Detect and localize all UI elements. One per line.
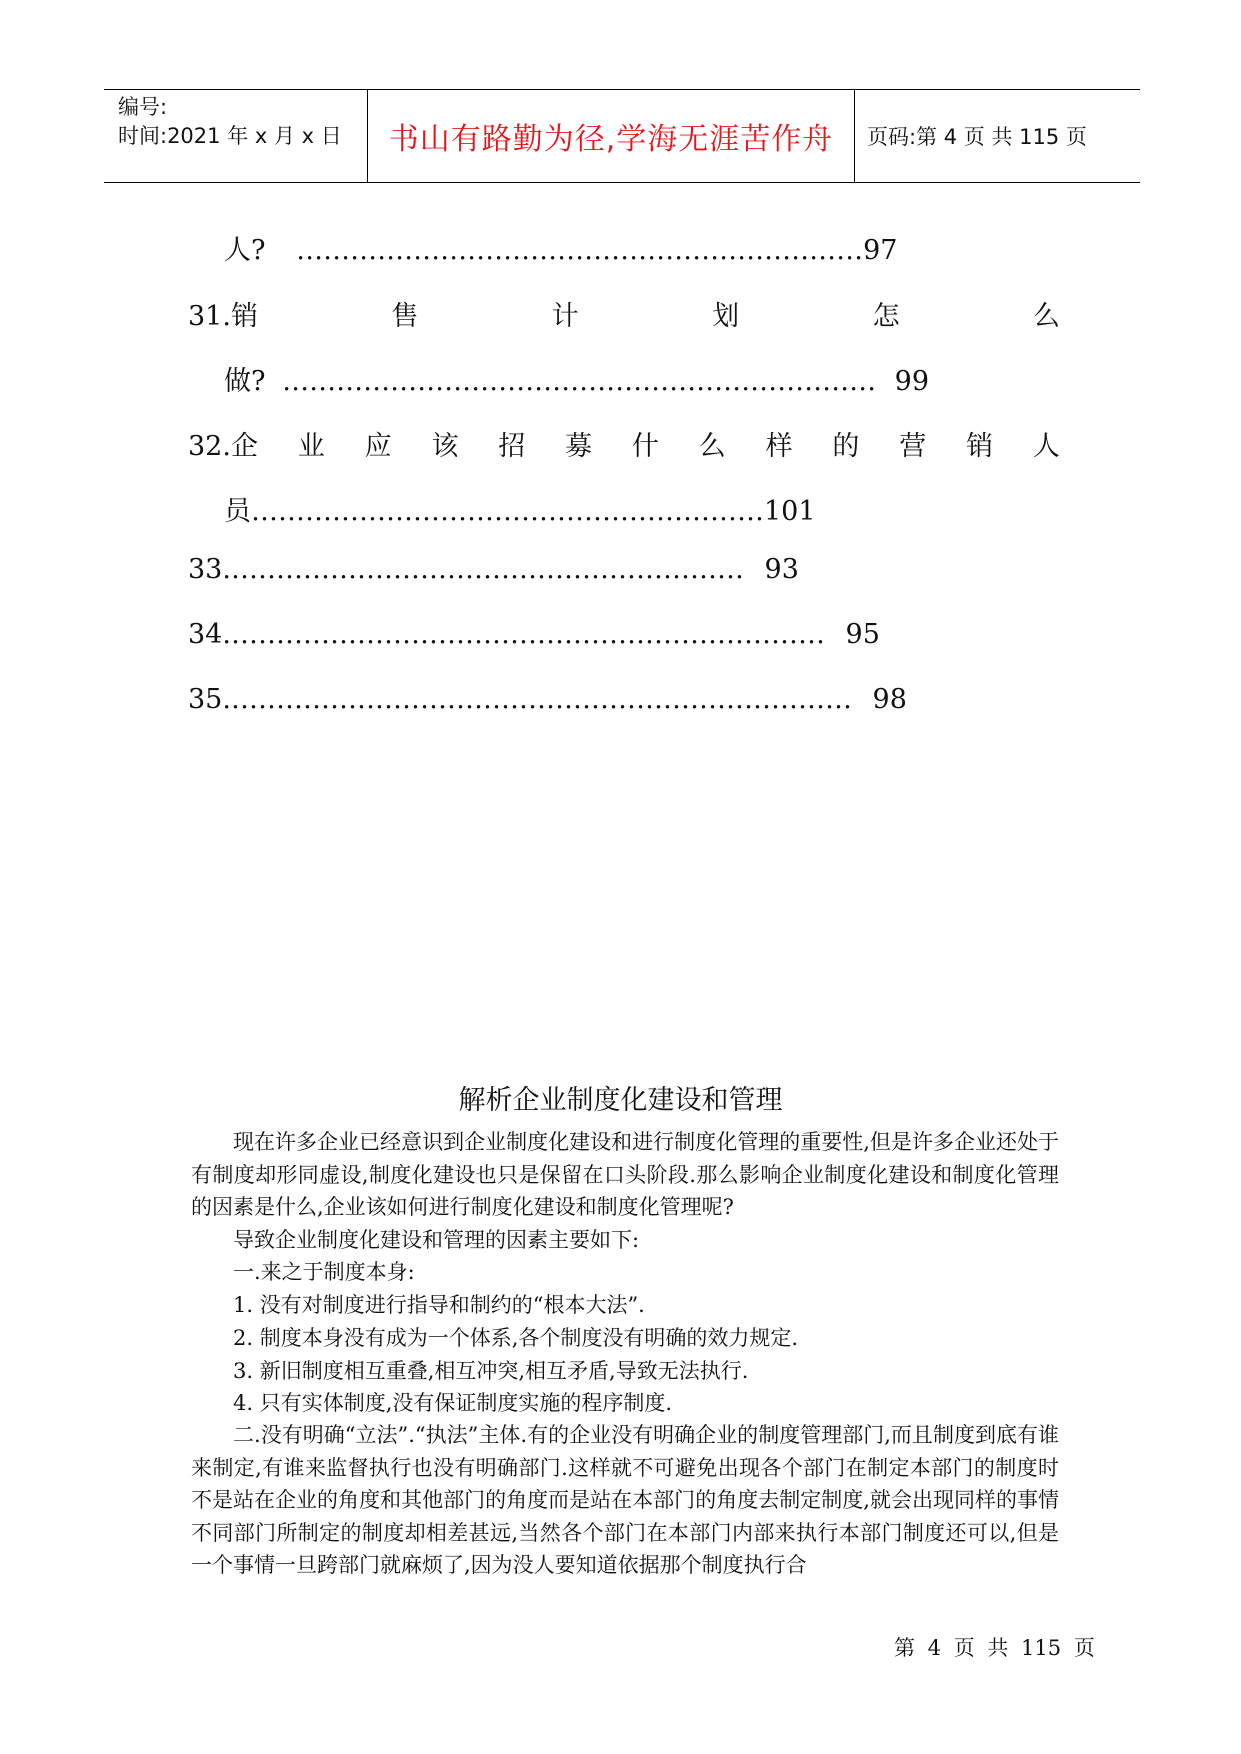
page-footer: 第 4 页 共 115 页 xyxy=(894,1636,1095,1660)
toc-entry-33: 33.………………………………………………… 93 xyxy=(188,554,799,585)
header-meta xyxy=(104,90,368,182)
list-item: 1. 没有对制度进行指导和制约的“根本大法”. xyxy=(233,1293,645,1317)
time-label: 时间:2021 年 x 月 x 日 xyxy=(118,124,342,148)
article-intro: 现在许多企业已经意识到企业制度化建设和进行制度化管理的重要性,但是许多企业还处于有制度却形同虚设,制度化建设也只是保留在口头阶段.那么影响企业制度化建设和制度化管理的因素是什么,企业该如何进行制度化建设和制度化管理呢? xyxy=(191,1130,1059,1219)
page-header xyxy=(104,89,1140,183)
code-label: 编号: xyxy=(118,95,168,119)
list-item: 2. 制度本身没有成为一个体系,各个制度没有明确的效力规定. xyxy=(233,1326,799,1350)
toc-entry-34: 34.………………………………………………………… 95 xyxy=(188,619,880,650)
toc-entry-35: 35.…………………………………………………………… 98 xyxy=(188,684,907,715)
list-item: 4. 只有实体制度,没有保证制度实施的程序制度. xyxy=(233,1391,673,1415)
header-motto: 书山有路勤为径,学海无涯苦作舟 xyxy=(368,90,855,182)
toc-entry-31: 31.销 售 计 划 怎 么 xyxy=(188,301,1060,332)
factors-lead: 导致企业制度化建设和管理的因素主要如下: xyxy=(233,1228,640,1252)
toc-entry-31-continued: 做? ………………………………………………………… 99 xyxy=(224,366,930,397)
toc-entry-32-continued: 员…………………………………………………101 xyxy=(224,496,816,527)
article-title: 解析企业制度化建设和管理 xyxy=(458,1085,783,1116)
section-1-heading: 一.来之于制度本身: xyxy=(233,1260,415,1284)
toc-entry-30-continued: 人? ………………………………………………………97 xyxy=(224,235,898,266)
section-2-paragraph: 二.没有明确“立法”.“执法”主体.有的企业没有明确企业的制度管理部门,而且制度到底有谁来制定,有谁来监督执行也没有明确部门.这样就不可避免出现各个部门在制定本部门的制度时不是站在企业的角度和其他部门的角度而是站在本部门的角度去制定制度,就会出现同样的事情不同部门所制定的制度却相差甚远,当然各个部门在本部门内部来执行本部门制度还可以,但是一个事情一旦跨部门就麻烦了,因为没人要知道依据那个制度执行合 xyxy=(191,1423,1059,1577)
list-item: 3. 新旧制度相互重叠,相互冲突,相互矛盾,导致无法执行. xyxy=(233,1359,749,1383)
toc-entry-32: 32.企 业 应 该 招 募 什 么 样 的 营 销 人 xyxy=(188,431,1060,462)
header-page-label: 页码:第 4 页 共 115 页 xyxy=(867,125,1087,149)
